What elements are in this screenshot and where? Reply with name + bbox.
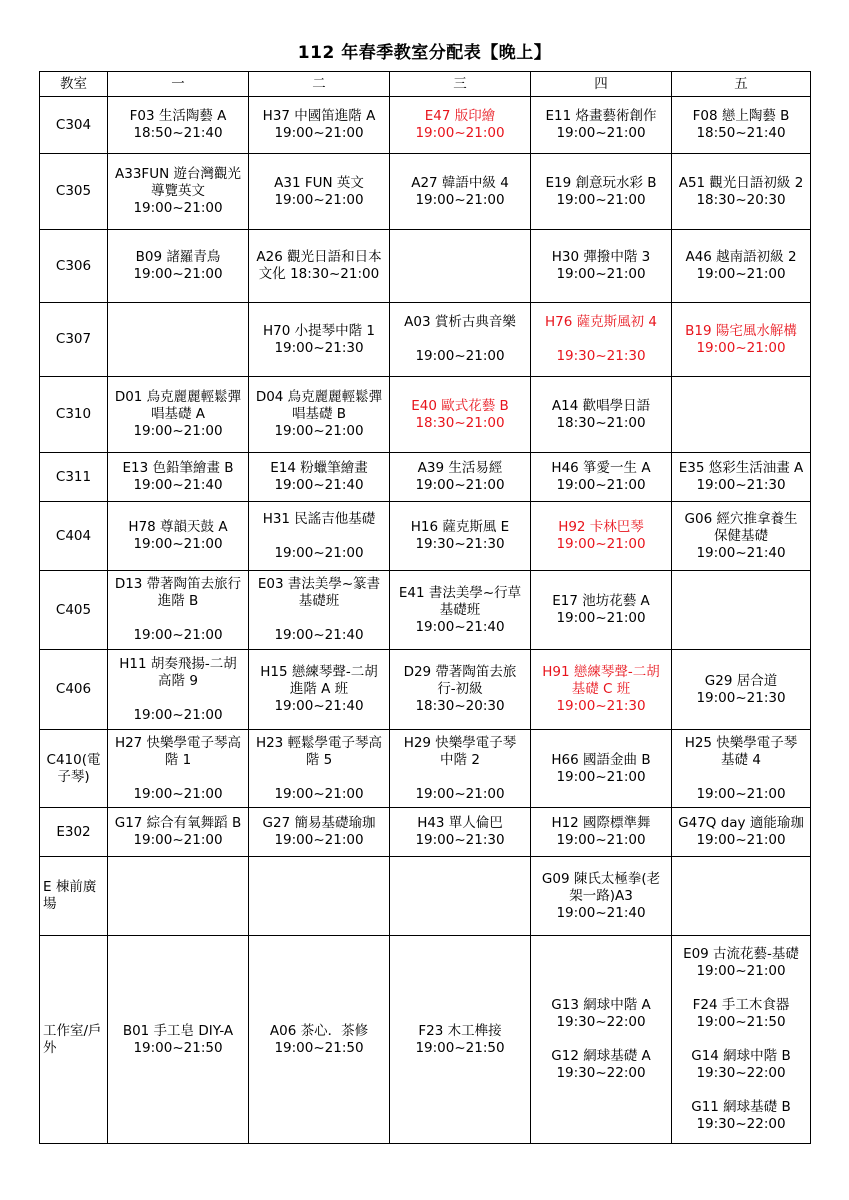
- schedule-cell: [249, 730, 390, 808]
- schedule-cell: [108, 453, 249, 502]
- course-name: G27 簡易基礎瑜珈: [262, 815, 376, 831]
- room-cell: C307: [40, 303, 108, 377]
- schedule-cell: [108, 97, 249, 154]
- schedule-cell: [531, 857, 672, 936]
- course-text: 19:00~21:00: [274, 832, 364, 848]
- schedule-cell: [108, 650, 249, 730]
- spacer: [391, 331, 529, 348]
- course-name: G09 陳氏太極拳(老: [541, 870, 661, 887]
- header-room: 教室: [40, 72, 108, 97]
- classroom-schedule-table: [39, 71, 811, 1144]
- course-text: 文化 18:30~21:00: [258, 266, 380, 282]
- schedule-cell: [249, 97, 390, 154]
- course-name: D13 帶著陶笛去旅行: [114, 576, 242, 592]
- schedule-cell: [672, 730, 811, 808]
- course-text: 19:00~21:00: [556, 832, 646, 848]
- course-text: 19:00~21:00: [696, 832, 786, 848]
- course-text: 唱基礎 A: [150, 406, 206, 422]
- course-text: 18:30~20:30: [696, 191, 786, 208]
- schedule-cell: [390, 730, 531, 808]
- course-name: B01 手工皂 DIY-A: [122, 1022, 234, 1039]
- course-text: 階 5: [305, 751, 333, 768]
- table-row: [40, 502, 811, 571]
- course-text: 架一路)A3: [569, 887, 633, 904]
- course-text: 19:00~21:00: [133, 832, 223, 848]
- table-row: [40, 650, 811, 730]
- course-text: 19:00~21:40: [274, 627, 364, 643]
- course-name: G13 網球中階 A: [551, 997, 651, 1013]
- header-row: [40, 72, 811, 97]
- schedule-cell: [108, 154, 249, 230]
- course-text: 19:00~21:00: [415, 477, 505, 493]
- schedule-cell: [672, 571, 811, 650]
- room-cell: C406: [40, 650, 108, 730]
- course-text: 19:00~21:00: [556, 610, 646, 626]
- schedule-cell: [531, 571, 672, 650]
- course-text: 19:00~21:00: [133, 785, 223, 802]
- room-cell: 工作室/戶外: [40, 936, 108, 1144]
- course-name: D29 帶著陶笛去旅: [403, 664, 517, 680]
- schedule-cell: [249, 936, 390, 1144]
- course-name: H31 民謠吉他基礎: [262, 510, 376, 527]
- course-text: 19:00~21:30: [696, 477, 786, 493]
- schedule-cell: [249, 154, 390, 230]
- table-row: [40, 453, 811, 502]
- course-name: D04 烏克麗麗輕鬆彈: [255, 389, 383, 405]
- schedule-cell: [108, 808, 249, 857]
- schedule-cell: [249, 230, 390, 303]
- course-text: 19:00~21:00: [274, 544, 364, 561]
- room-cell: E302: [40, 808, 108, 857]
- table-row: [40, 730, 811, 808]
- course-name: A14 歡唱學日語: [551, 397, 651, 414]
- course-text: 18:50~21:40: [133, 125, 223, 141]
- course-text: 19:00~21:00: [274, 125, 364, 141]
- course-text: 行-初級: [437, 681, 483, 697]
- header-monday: 一: [108, 72, 249, 97]
- room-cell: E 棟前廣場: [40, 857, 108, 936]
- course-text: 19:00~21:00: [274, 785, 364, 802]
- course-text: 保健基礎: [714, 527, 768, 544]
- table-row: [40, 230, 811, 303]
- course-name: A46 越南語初級 2: [685, 249, 797, 265]
- course-text: 18:30~21:00: [415, 414, 505, 431]
- course-text: 19:00~21:00: [415, 348, 505, 364]
- schedule-cell: [672, 857, 811, 936]
- course-text: 19:00~21:00: [696, 339, 786, 356]
- spacer: [673, 1031, 809, 1048]
- course-text: 高階 9: [158, 672, 198, 689]
- course-text: 19:00~21:30: [556, 698, 646, 714]
- schedule-cell: [390, 154, 531, 230]
- course-text: 基礎 4: [721, 751, 761, 768]
- schedule-cell: [531, 154, 672, 230]
- course-text: 19:00~21:30: [274, 339, 364, 356]
- course-name: E13 色鉛筆繪畫 B: [122, 460, 234, 476]
- course-name: G47Q day 適能瑜珈: [678, 815, 804, 831]
- course-text: 19:30~21:30: [556, 348, 646, 364]
- course-name: H11 胡奏飛揚-二胡: [119, 655, 237, 672]
- course-text: 19:00~21:30: [415, 832, 505, 848]
- course-name: E35 悠彩生活油畫 A: [678, 460, 804, 476]
- schedule-cell: [390, 502, 531, 571]
- course-text: 中階 2: [440, 751, 480, 768]
- course-name: H30 彈撥中階 3: [551, 249, 651, 265]
- schedule-cell: [531, 230, 672, 303]
- schedule-cell: [390, 377, 531, 453]
- spacer: [391, 769, 529, 786]
- course-text: 19:00~21:00: [133, 266, 223, 282]
- schedule-cell: [108, 936, 249, 1144]
- room-cell: C304: [40, 97, 108, 154]
- schedule-cell: [249, 650, 390, 730]
- schedule-cell: [672, 154, 811, 230]
- table-row: [40, 936, 811, 1144]
- schedule-cell: [672, 97, 811, 154]
- course-text: 19:30~22:00: [696, 1116, 786, 1132]
- spacer: [109, 610, 247, 627]
- spacer: [109, 690, 247, 707]
- course-text: 19:00~21:00: [415, 125, 505, 141]
- course-name: H25 快樂學電子琴: [684, 734, 798, 751]
- course-text: 進階 A 班: [289, 681, 349, 697]
- course-text: 19:00~21:30: [696, 689, 786, 706]
- course-name: H16 薩克斯風 E: [410, 519, 510, 535]
- course-name: F03 生活陶藝 A: [129, 108, 227, 124]
- course-text: 唱基礎 B: [291, 406, 347, 422]
- course-name: A51 觀光日語初級 2: [678, 174, 804, 191]
- course-name: E47 版印繪: [424, 108, 496, 124]
- course-name: H46 箏愛一生 A: [551, 460, 651, 476]
- course-text: 基礎班: [298, 593, 340, 609]
- page-title: 112 年春季教室分配表【晚上】: [297, 43, 552, 63]
- course-text: 19:00~21:00: [133, 706, 223, 723]
- course-text: 19:00~21:40: [556, 904, 646, 921]
- course-name: F24 手工木食器: [692, 997, 790, 1013]
- schedule-cell: [249, 808, 390, 857]
- schedule-cell: [390, 230, 531, 303]
- table-row: [40, 857, 811, 936]
- course-name: B09 諸羅青鳥: [135, 249, 221, 265]
- course-text: 19:00~21:40: [133, 477, 223, 493]
- course-text: 19:00~21:40: [415, 618, 505, 635]
- course-text: 19:00~21:50: [274, 1039, 364, 1056]
- schedule-cell: [108, 502, 249, 571]
- table-row: [40, 303, 811, 377]
- course-text: 19:00~21:00: [556, 768, 646, 785]
- course-name: A39 生活易經: [417, 460, 503, 476]
- course-text: 19:00~21:00: [274, 191, 364, 208]
- spacer: [109, 769, 247, 786]
- schedule-cell: [531, 453, 672, 502]
- course-name: E14 粉蠟筆繪畫: [270, 460, 368, 476]
- course-name: A06 茶心．茶修: [269, 1022, 369, 1039]
- course-name: H92 卡林巴琴: [558, 519, 644, 535]
- course-text: 19:30~22:00: [556, 1065, 646, 1081]
- schedule-cell: [249, 857, 390, 936]
- course-text: 19:00~21:00: [415, 191, 505, 208]
- schedule-cell: [672, 936, 811, 1144]
- schedule-cell: [531, 502, 672, 571]
- course-text: 19:00~21:50: [133, 1039, 223, 1056]
- course-text: 階 1: [164, 751, 192, 768]
- schedule-cell: [249, 453, 390, 502]
- room-cell: C405: [40, 571, 108, 650]
- spacer: [250, 610, 388, 627]
- course-name: H66 國語金曲 B: [551, 751, 651, 768]
- course-text: 19:00~21:00: [133, 536, 223, 552]
- header-thursday: 四: [531, 72, 672, 97]
- schedule-cell: [531, 97, 672, 154]
- schedule-cell: [390, 97, 531, 154]
- course-text: 導覽英文: [151, 183, 205, 199]
- table-row: [40, 377, 811, 453]
- spacer: [673, 980, 809, 997]
- course-text: 19:00~21:50: [696, 1014, 786, 1030]
- table-row: [40, 154, 811, 230]
- course-text: 19:00~21:00: [556, 266, 646, 282]
- course-name: G14 網球中階 B: [691, 1048, 791, 1064]
- course-name: E03 書法美學~篆書: [257, 576, 381, 592]
- course-name: E09 古流花藝-基礎: [683, 946, 799, 962]
- header-friday: 五: [672, 72, 811, 97]
- schedule-cell: [249, 502, 390, 571]
- spacer: [673, 1082, 809, 1099]
- course-text: 19:00~21:00: [556, 125, 646, 141]
- schedule-cell: [531, 936, 672, 1144]
- table-row: [40, 571, 811, 650]
- course-name: H12 國際標準舞: [551, 815, 651, 831]
- course-name: G17 綜合有氧舞蹈 B: [114, 815, 242, 831]
- course-name: A27 韓語中級 4: [411, 174, 509, 191]
- course-text: 基礎 C 班: [571, 681, 631, 697]
- schedule-cell: [672, 650, 811, 730]
- schedule-cell: [672, 502, 811, 571]
- schedule-cell: [249, 377, 390, 453]
- course-name: H37 中國笛進階 A: [262, 108, 376, 124]
- course-text: 19:00~21:00: [696, 266, 786, 282]
- course-name: H15 戀練琴聲-二胡: [260, 664, 378, 680]
- course-name: H29 快樂學電子琴: [403, 734, 517, 751]
- spacer: [532, 331, 670, 348]
- schedule-cell: [531, 650, 672, 730]
- header-tuesday: 二: [249, 72, 390, 97]
- course-text: 19:00~21:00: [696, 963, 786, 979]
- course-text: 19:30~22:00: [556, 1014, 646, 1030]
- course-text: 19:00~21:40: [274, 698, 364, 714]
- course-text: 19:00~21:00: [556, 477, 646, 493]
- schedule-cell: [531, 303, 672, 377]
- course-name: B19 陽宅風水解構: [685, 322, 797, 339]
- course-name: E40 歐式花藝 B: [411, 397, 509, 414]
- course-text: 19:30~22:00: [696, 1065, 786, 1081]
- room-cell: C310: [40, 377, 108, 453]
- course-name: H76 薩克斯風初 4: [544, 314, 657, 330]
- schedule-cell: [108, 303, 249, 377]
- course-name: G06 經穴推拿養生: [684, 510, 798, 527]
- schedule-cell: [249, 303, 390, 377]
- course-text: 18:50~21:40: [696, 125, 786, 141]
- course-text: 19:00~21:00: [556, 536, 646, 552]
- spacer: [673, 769, 809, 786]
- course-name: G29 居合道: [704, 672, 778, 689]
- course-text: 19:00~21:00: [415, 785, 505, 802]
- course-text: 19:00~21:40: [274, 477, 364, 493]
- spacer: [250, 528, 388, 545]
- course-text: 19:00~21:50: [415, 1039, 505, 1056]
- room-cell: C404: [40, 502, 108, 571]
- course-name: A03 賞析古典音樂: [404, 314, 516, 330]
- course-name: D01 烏克麗麗輕鬆彈: [114, 389, 242, 405]
- schedule-cell: [672, 808, 811, 857]
- schedule-cell: [249, 571, 390, 650]
- table-row: [40, 97, 811, 154]
- spacer: [532, 1031, 670, 1048]
- course-name: H27 快樂學電子琴高: [114, 734, 242, 751]
- course-name: H23 輕鬆學電子琴高: [255, 734, 383, 751]
- room-cell: C306: [40, 230, 108, 303]
- schedule-cell: [390, 857, 531, 936]
- course-text: 基礎班: [439, 601, 481, 618]
- course-name: F23 木工榫接: [418, 1022, 502, 1039]
- course-name: F08 戀上陶藝 B: [692, 108, 790, 124]
- header-wednesday: 三: [390, 72, 531, 97]
- schedule-cell: [390, 936, 531, 1144]
- course-name: G12 網球基礎 A: [551, 1048, 651, 1064]
- table-row: [40, 808, 811, 857]
- course-name: E17 池坊花藝 A: [552, 593, 650, 609]
- schedule-cell: [672, 303, 811, 377]
- schedule-body: [40, 97, 811, 1144]
- schedule-cell: [108, 230, 249, 303]
- schedule-cell: [108, 730, 249, 808]
- course-text: 19:00~21:00: [274, 423, 364, 439]
- room-cell: C410(電子琴): [40, 730, 108, 808]
- course-text: 19:00~21:00: [133, 200, 223, 216]
- course-text: 19:00~21:00: [556, 191, 646, 208]
- schedule-cell: [672, 453, 811, 502]
- course-text: 19:00~21:40: [696, 544, 786, 561]
- schedule-cell: [108, 571, 249, 650]
- course-name: A33FUN 遊台灣觀光: [115, 166, 241, 182]
- course-text: 19:00~21:00: [133, 627, 223, 643]
- course-name: G11 網球基礎 B: [691, 1099, 791, 1115]
- schedule-cell: [390, 650, 531, 730]
- course-name: E11 烙畫藝術創作: [545, 108, 657, 124]
- schedule-cell: [108, 377, 249, 453]
- schedule-cell: [531, 730, 672, 808]
- room-cell: C305: [40, 154, 108, 230]
- schedule-cell: [390, 303, 531, 377]
- course-text: 19:30~21:30: [415, 536, 505, 552]
- schedule-cell: [531, 377, 672, 453]
- schedule-cell: [108, 857, 249, 936]
- schedule-cell: [390, 808, 531, 857]
- course-name: E41 書法美學~行草: [398, 584, 522, 601]
- course-name: H43 單人倫巴: [417, 815, 503, 831]
- course-name: H78 尊韻天鼓 A: [128, 519, 228, 535]
- course-text: 18:30~20:30: [415, 698, 505, 714]
- schedule-cell: [390, 453, 531, 502]
- schedule-cell: [672, 230, 811, 303]
- schedule-cell: [531, 808, 672, 857]
- schedule-cell: [390, 571, 531, 650]
- course-name: H91 戀練琴聲-二胡: [542, 664, 660, 680]
- schedule-cell: [672, 377, 811, 453]
- course-name: A26 觀光日語和日本: [256, 249, 382, 265]
- room-cell: C311: [40, 453, 108, 502]
- course-name: E19 創意玩水彩 B: [545, 174, 657, 191]
- course-text: 19:00~21:00: [133, 423, 223, 439]
- course-name: H70 小提琴中階 1: [262, 322, 375, 339]
- course-name: A31 FUN 英文: [274, 174, 364, 191]
- course-text: 18:30~21:00: [556, 414, 646, 431]
- course-text: 進階 B: [157, 593, 199, 609]
- spacer: [250, 769, 388, 786]
- course-text: 19:00~21:00: [696, 785, 786, 802]
